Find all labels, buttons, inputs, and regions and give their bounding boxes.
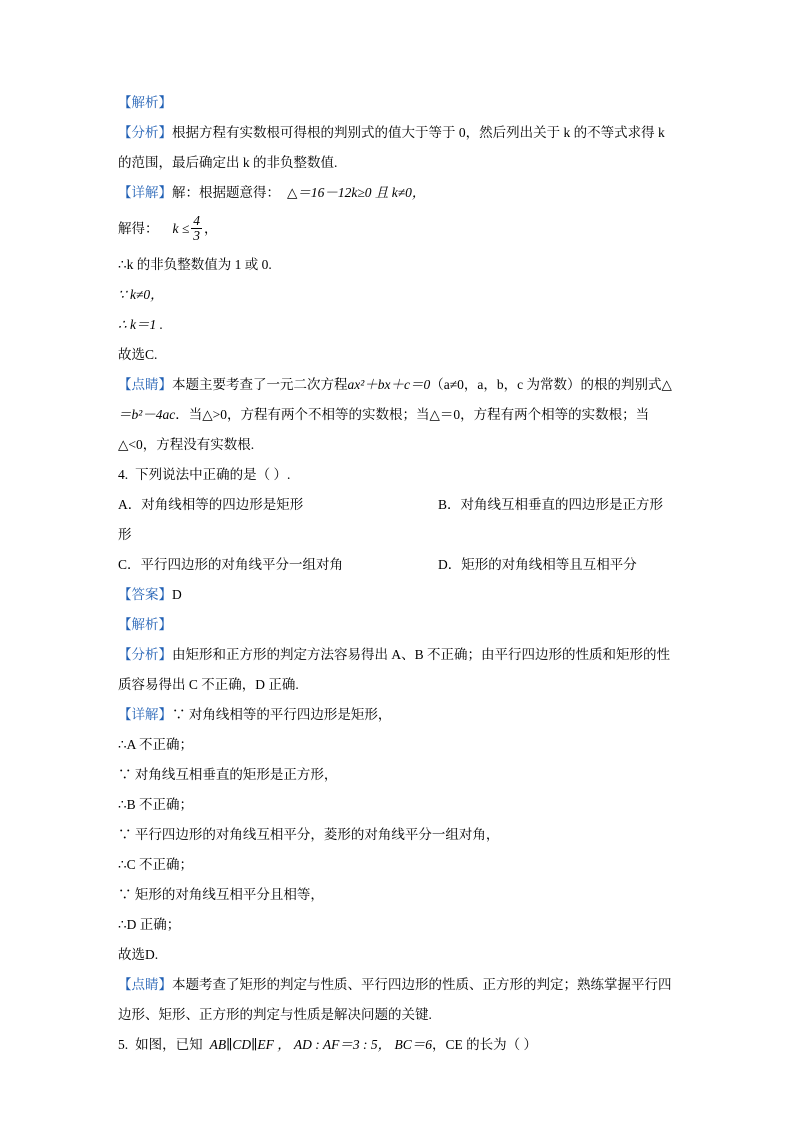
text-c-incorrect: ∴C 不正确； xyxy=(118,857,193,872)
text-parallelogram-diagonals: ∵ 平行四边形的对角线互相平分，菱形的对角线平分一组对角， xyxy=(118,827,500,842)
question-5-text-after: ，CE 的长为（ ） xyxy=(431,1037,537,1052)
text-a-incorrect: ∴A 不正确； xyxy=(118,737,193,752)
paragraph-q4-l8 xyxy=(118,940,673,970)
question-4-options-row-2 xyxy=(118,550,673,580)
question-4-text: 下列说法中正确的是（ ）. xyxy=(135,467,291,482)
math-comma: ， xyxy=(204,221,218,236)
xiangjie-text-q4: ∵ 对角线相等的平行四边形是矩形， xyxy=(172,707,392,722)
answer-value-q4: D xyxy=(172,587,182,602)
paragraph-dianjing-q4 xyxy=(118,970,673,1030)
dianjing-text-after: ．当△>0，方程有两个不相等的实数根；当△＝0，方程有两个相等的实数根；当△<0，方程没有实数根. xyxy=(118,407,650,452)
paragraph-jiexi-q4 xyxy=(118,610,673,640)
xiangjie-text-q3: 解：根据题意得： xyxy=(172,185,280,200)
question-5-stem xyxy=(118,1030,673,1060)
option-b[interactable]: B．对角线互相垂直的四边形是正方形 xyxy=(438,497,664,512)
question-4-stem xyxy=(118,460,673,490)
fenxi-text-q4: 由矩形和正方形的判定方法容易得出 A、B 不正确；由平行四边形的性质和矩形的性质容易得出 C 不正确，D 正确. xyxy=(118,647,671,692)
text-perp-diagonal-rect: ∵ 对角线互相垂直的矩形是正方形， xyxy=(118,767,338,782)
text-b-incorrect: ∴B 不正确； xyxy=(118,797,193,812)
math-fraction-four-thirds xyxy=(191,214,202,244)
paragraph-q4-l4 xyxy=(118,820,673,850)
text-k-not-zero: ∵ k≠0， xyxy=(118,287,164,302)
label-fenxi: 【分析】 xyxy=(118,125,172,140)
paragraph-answer-q4 xyxy=(118,580,673,610)
option-b-overflow-text: 形 xyxy=(118,527,132,542)
paragraph-q3-line6 xyxy=(118,340,673,370)
math-quadratic-equation: ax²＋bx＋c＝0 xyxy=(347,377,431,392)
text-rect-diagonals: ∵ 矩形的对角线互相平分且相等， xyxy=(118,887,324,902)
paragraph-xiangjie-q3 xyxy=(118,178,673,208)
text-answer-choice-d: 故选D. xyxy=(118,947,159,962)
jiede-text: 解得： xyxy=(118,221,159,236)
paragraph-dianjing-q3 xyxy=(118,370,673,460)
label-xiangjie-q4: 【详解】 xyxy=(118,707,172,722)
paragraph-q4-l6 xyxy=(118,880,673,910)
math-q5-given: AB∥CD∥EF ， AD : AF＝3 : 5， BC＝6 xyxy=(209,1037,432,1052)
question-4-options-row-1 xyxy=(118,490,673,520)
label-dianjing: 【点睛】 xyxy=(118,377,172,392)
label-jiexi: 【解析】 xyxy=(118,95,172,110)
paragraph-q3-line4 xyxy=(118,280,673,310)
paragraph-q4-l7 xyxy=(118,910,673,940)
text-k-equals-one: ∴ k＝1 . xyxy=(118,317,163,332)
paragraph-q4-l2 xyxy=(118,760,673,790)
paragraph-q4-l3 xyxy=(118,790,673,820)
option-b-overflow xyxy=(118,520,673,550)
question-5-number: 5. xyxy=(118,1037,129,1052)
paragraph-fenxi-q3 xyxy=(118,118,673,178)
paragraph-jiexi-q3 xyxy=(118,88,673,118)
text-answer-choice-c: 故选C. xyxy=(118,347,158,362)
fenxi-text-q3: 根据方程有实数根可得根的判别式的值大于等于 0，然后列出关于 k 的不等式求得 k 的范围，最后确定出 k 的非负整数值. xyxy=(118,125,665,170)
paragraph-q3-line5 xyxy=(118,310,673,340)
dianjing-text-q4: 本题考查了矩形的判定与性质、平行四边形的性质、正方形的判定；熟练掌握平行四边形、矩形、正方形的判定与性质是解决问题的关键. xyxy=(118,977,672,1022)
paragraph-xiangjie-q4 xyxy=(118,700,673,730)
math-discriminant-inequality: △＝16－12k≥0 且 k≠0， xyxy=(287,185,426,200)
option-c[interactable]: C．平行四边形的对角线平分一组对角 xyxy=(118,557,344,572)
math-k-leq: k ≤ xyxy=(172,221,190,236)
paragraph-q4-l1 xyxy=(118,730,673,760)
paragraph-jiede-q3 xyxy=(118,208,673,250)
option-a[interactable]: A．对角线相等的四边形是矩形 xyxy=(118,497,304,512)
paragraph-fenxi-q4 xyxy=(118,640,673,700)
text-d-correct: ∴D 正确； xyxy=(118,917,181,932)
math-discriminant-formula: △＝b²－4ac xyxy=(118,377,672,422)
paragraph-q4-l5 xyxy=(118,850,673,880)
fraction-numerator: 4 xyxy=(193,212,201,228)
dianjing-text-mid: （a≠0，a，b，c 为常数）的根的判别式 xyxy=(430,377,662,392)
fraction-denominator: 3 xyxy=(193,228,201,244)
option-d[interactable]: D．矩形的对角线相等且互相平分 xyxy=(438,557,637,572)
text-nonneg-integer-values: ∴k 的非负整数值为 1 或 0. xyxy=(118,257,272,272)
label-daan: 【答案】 xyxy=(118,587,172,602)
question-4-number: 4. xyxy=(118,467,129,482)
label-fenxi-q4: 【分析】 xyxy=(118,647,172,662)
label-xiangjie: 【详解】 xyxy=(118,185,172,200)
label-dianjing-q4: 【点睛】 xyxy=(118,977,172,992)
question-5-text-before: 如图，已知 xyxy=(135,1037,203,1052)
dianjing-text-before: 本题主要考查了一元二次方程 xyxy=(172,377,348,392)
paragraph-q3-line3 xyxy=(118,250,673,280)
label-jiexi-q4: 【解析】 xyxy=(118,617,172,632)
